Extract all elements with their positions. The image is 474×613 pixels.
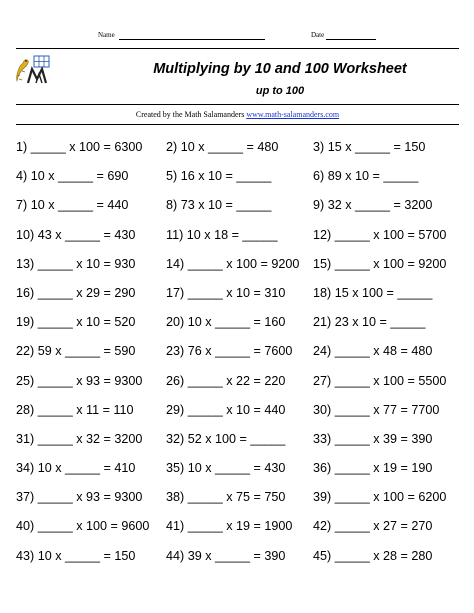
problem-35: 35) 10 x _____ = 430: [166, 461, 286, 476]
worksheet-subtitle: up to 100: [255, 85, 305, 97]
problem-13: 13) _____ x 10 = 930: [16, 256, 136, 271]
problem-17: 17) _____ x 10 = 310: [166, 285, 286, 300]
problem-15: 15) _____ x 100 = 9200: [313, 256, 447, 271]
date-field-line: [326, 39, 376, 40]
credit-text: Created by the Math Salamanders: [135, 110, 247, 119]
problem-5: 5) 16 x 10 = _____: [166, 169, 272, 184]
problem-2: 2) 10 x _____ = 480: [166, 140, 279, 154]
problem-grid: [16, 133, 466, 571]
problem-43: 43) 10 x _____ = 150: [16, 548, 136, 563]
middle-divider: [16, 104, 459, 105]
problem-31: 31) _____ x 32 = 3200: [16, 431, 143, 446]
problem-20: 20) 10 x _____ = 160: [166, 315, 286, 330]
problem-27: 27) _____ x 100 = 5500: [313, 373, 447, 388]
problem-6: 6) 89 x 10 = _____: [313, 169, 419, 184]
problem-45: 45) _____ x 28 = 280: [313, 548, 433, 563]
problem-16: 16) _____ x 29 = 290: [16, 285, 136, 300]
problem-44: 44) 39 x _____ = 390: [166, 548, 286, 563]
problem-42: 42) _____ x 27 = 270: [313, 519, 433, 534]
problem-19: 19) _____ x 10 = 520: [16, 315, 136, 330]
problem-22: 22) 59 x _____ = 590: [16, 344, 136, 359]
problem-38: 38) _____ x 75 = 750: [166, 490, 286, 505]
problem-23: 23) 76 x _____ = 7600: [166, 344, 293, 359]
bottom-divider: [16, 124, 459, 125]
problem-4: 4) 10 x _____ = 690: [16, 169, 129, 184]
problem-9: 9) 32 x _____ = 3200: [313, 198, 433, 213]
problem-41: 41) _____ x 19 = 1900: [166, 519, 293, 534]
problem-34: 34) 10 x _____ = 410: [16, 461, 136, 476]
name-field-line: [119, 39, 265, 40]
problem-32: 32) 52 x 100 = _____: [166, 431, 286, 446]
problem-36: 36) _____ x 19 = 190: [313, 461, 433, 476]
problem-7: 7) 10 x _____ = 440: [16, 198, 129, 213]
problem-18: 18) 15 x 100 = _____: [313, 285, 433, 300]
problem-10: 10) 43 x _____ = 430: [16, 227, 136, 242]
problem-26: 26) _____ x 22 = 220: [166, 373, 286, 388]
math-salamanders-logo-icon: [14, 54, 52, 84]
name-label: Name: [98, 31, 115, 39]
credit-line: [16, 110, 459, 119]
problem-25: 25) _____ x 93 = 9300: [16, 373, 143, 388]
date-label: Date: [311, 31, 325, 39]
problem-30: 30) _____ x 77 = 7700: [313, 402, 440, 417]
problem-3: 3) 15 x _____ = 150: [313, 140, 426, 154]
problem-11: 11) 10 x 18 = _____: [166, 227, 278, 242]
problem-8: 8) 73 x 10 = _____: [166, 198, 272, 213]
problem-12: 12) _____ x 100 = 5700: [313, 227, 447, 242]
problem-1: 1) _____ x 100 = 6300: [16, 140, 143, 154]
problem-21: 21) 23 x 10 = _____: [313, 315, 426, 330]
problem-37: 37) _____ x 93 = 9300: [16, 490, 143, 505]
problem-28: 28) _____ x 11 = 110: [16, 402, 134, 417]
problem-24: 24) _____ x 48 = 480: [313, 344, 433, 359]
problem-14: 14) _____ x 100 = 9200: [166, 256, 300, 271]
worksheet-title: Multiplying by 10 and 100 Worksheet: [153, 61, 407, 77]
problem-39: 39) _____ x 100 = 6200: [313, 490, 447, 505]
problem-33: 33) _____ x 39 = 390: [313, 431, 433, 446]
problem-29: 29) _____ x 10 = 440: [166, 402, 286, 417]
top-divider: [16, 48, 459, 49]
problem-40: 40) _____ x 100 = 9600: [16, 519, 150, 534]
website-link[interactable]: www.math-salamanders.com: [246, 110, 340, 119]
